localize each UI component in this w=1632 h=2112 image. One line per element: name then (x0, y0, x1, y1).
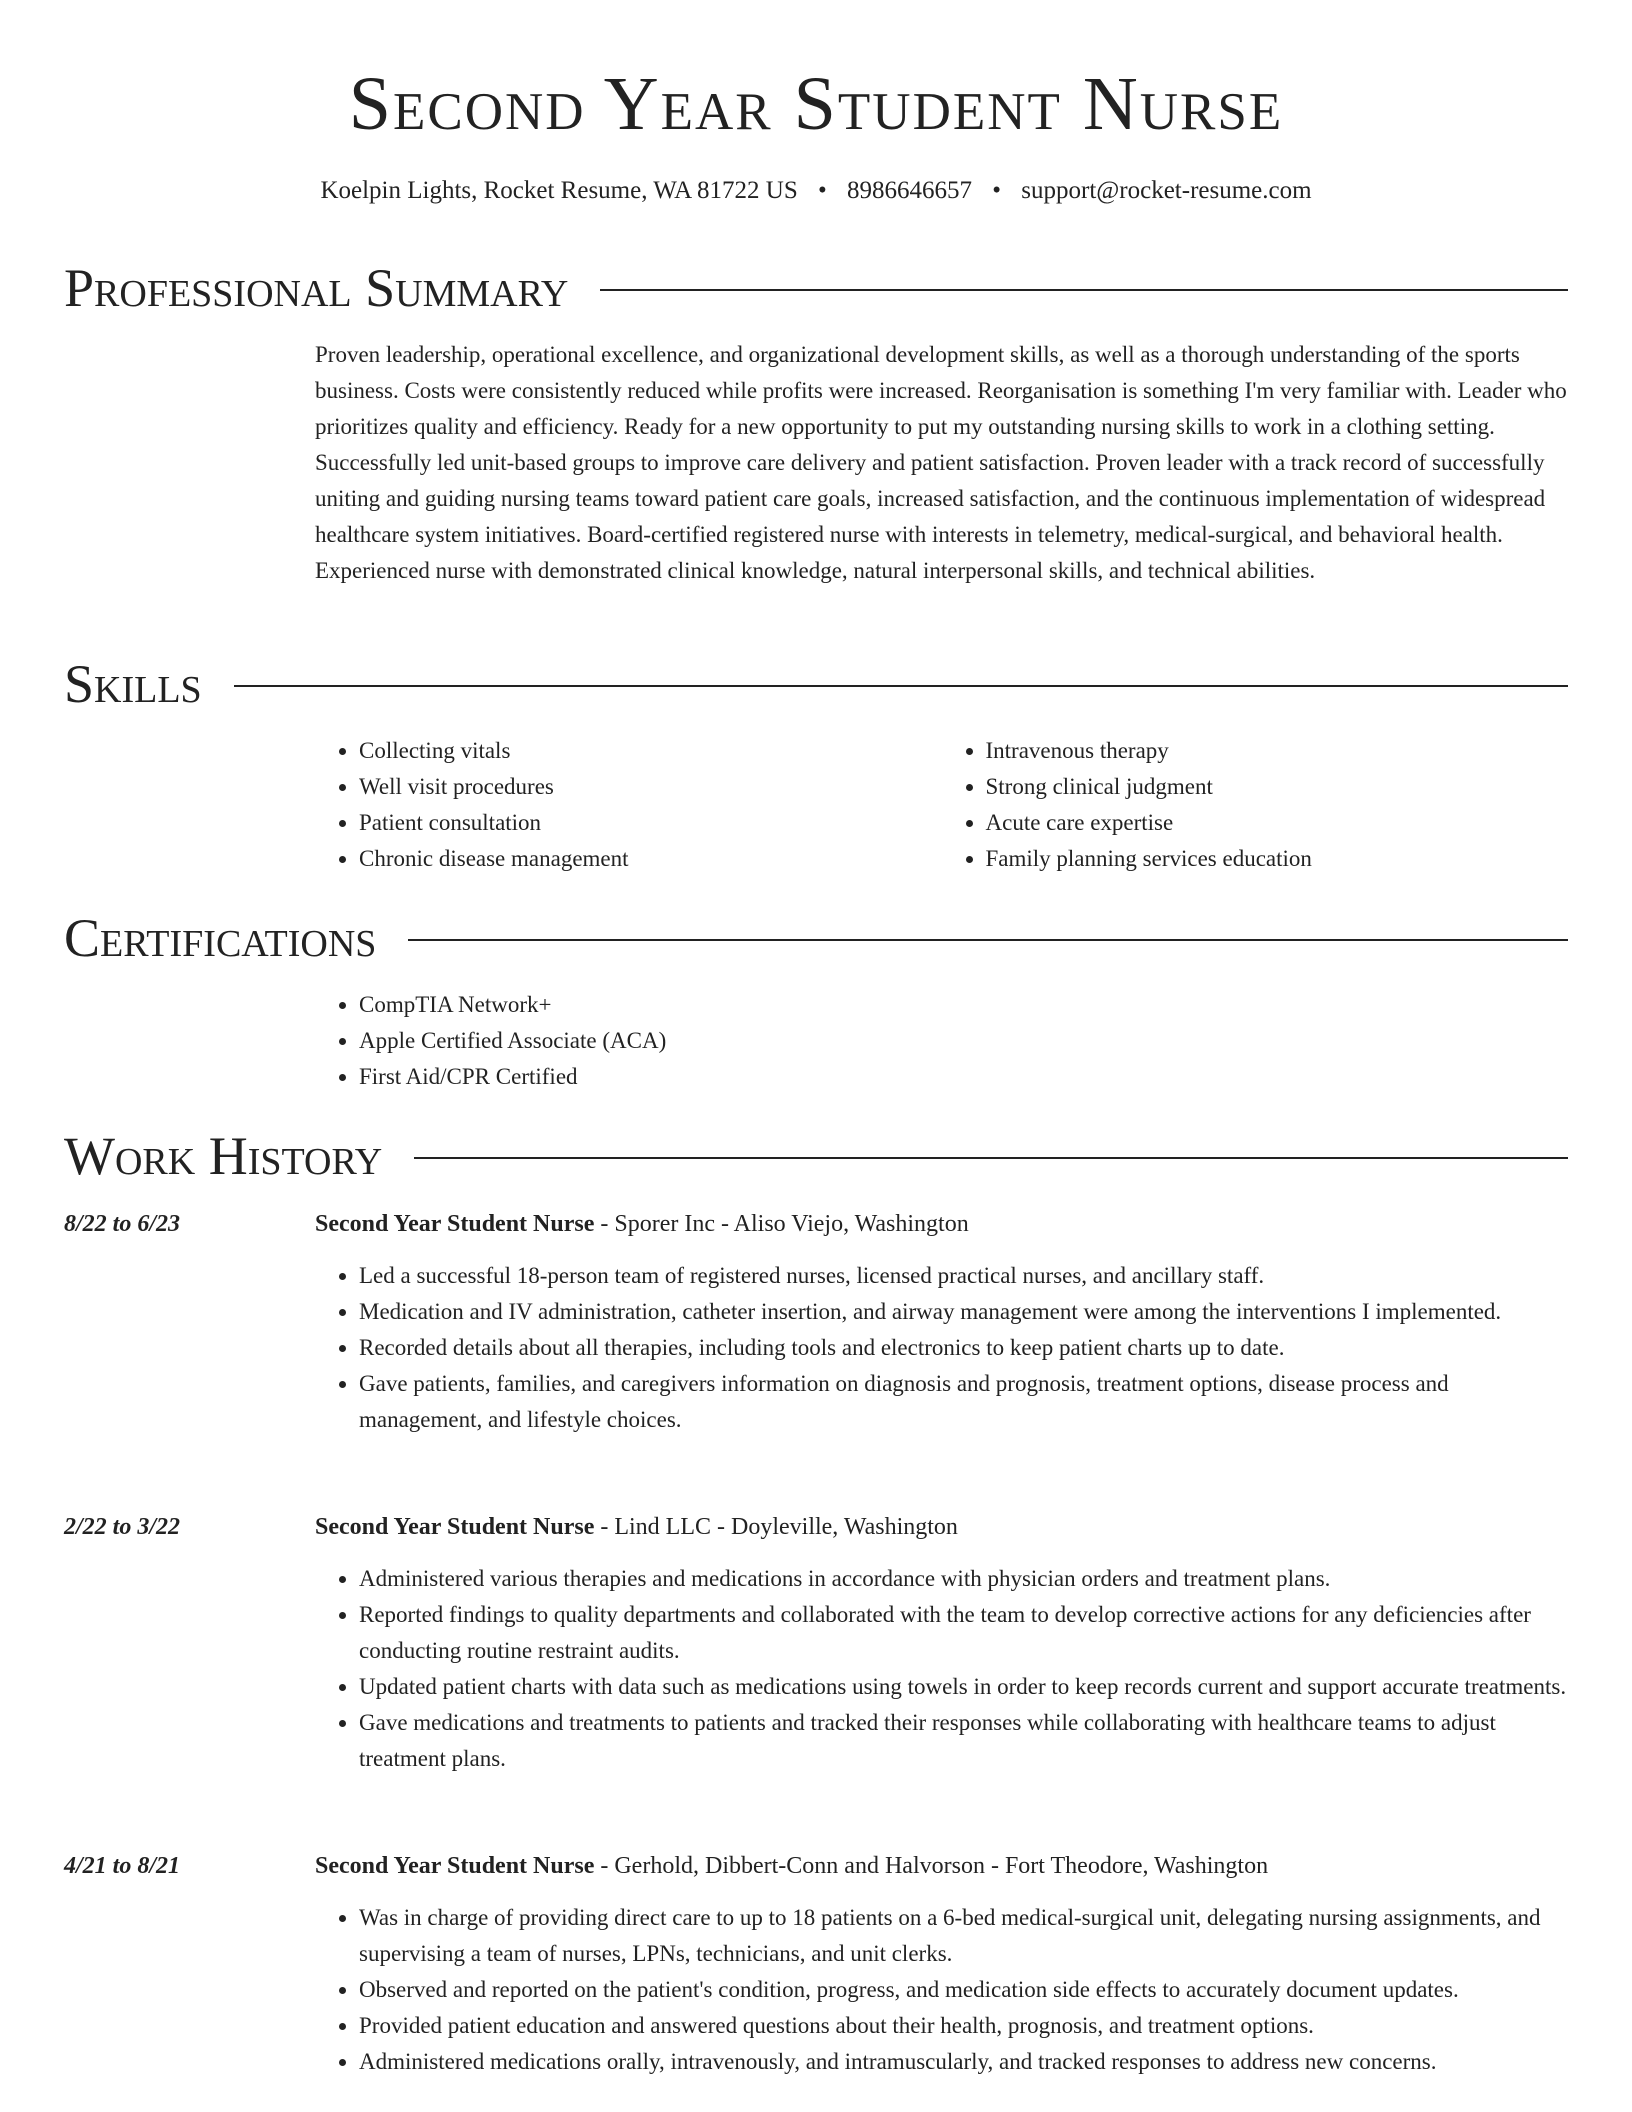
certification-item: • Apple Certified Associate (ACA) (359, 1023, 1568, 1059)
work-section-header (64, 1124, 1568, 1188)
section-divider (414, 1157, 1568, 1159)
job-title: Second Year Student Nurse (315, 1853, 595, 1879)
job-heading (315, 1206, 969, 1242)
job-duty: • Reported findings to quality departments and collaborated with the team to develop corrective actions for any deficiencies after conducting routine restraint audits. (359, 1597, 1568, 1669)
contact-phone: 8986646657 (847, 177, 972, 204)
certifications-body (315, 987, 1568, 1095)
job-company: - Lind LLC - Doyleville, Washington (594, 1514, 958, 1540)
contact-separator: • (817, 177, 827, 204)
job-date: 2/22 to 3/22 (64, 1514, 181, 1540)
job-title: Second Year Student Nurse (315, 1514, 595, 1540)
section-divider (408, 939, 1568, 941)
skill-item: • Intravenous therapy (986, 733, 1569, 769)
skill-item: • Patient consultation (359, 805, 942, 841)
certification-item: • CompTIA Network+ (359, 987, 1568, 1023)
contact-separator: • (992, 177, 1002, 204)
certifications-section-header (64, 906, 1568, 970)
job-duty: • Observed and reported on the patient's condition, progress, and medication side effects to accurately document updates. (359, 1972, 1568, 2008)
job-company: - Gerhold, Dibbert-Conn and Halvorson - Fort Theodore, Washington (594, 1853, 1269, 1879)
job-duty: • Administered medications orally, intravenously, and intramuscularly, and tracked responses to address new concerns. (359, 2044, 1568, 2080)
skill-item: • Strong clinical judgment (986, 769, 1569, 805)
job-duty: • Was in charge of providing direct care to up to 18 patients on a 6-bed medical-surgical unit, delegating nursing assignments, and supervising a team of nurses, LPNs, technicians, and unit clerks. (359, 1900, 1568, 1972)
skills-list-right (942, 733, 1569, 877)
job-duty: • Provided patient education and answered questions about their health, prognosis, and treatment options. (359, 2008, 1568, 2044)
job-duty: • Gave patients, families, and caregivers information on diagnosis and prognosis, treatment options, disease process and management, and lifestyle choices. (359, 1366, 1568, 1438)
section-divider (234, 685, 1568, 687)
job-title: Second Year Student Nurse (315, 1211, 595, 1237)
candidate-name: Second Year Student Nurse (348, 62, 1284, 146)
skills-grid (315, 733, 1568, 877)
job-company: - Sporer Inc - Aliso Viejo, Washington (594, 1211, 969, 1237)
skill-item: • Chronic disease management (359, 841, 942, 877)
section-divider (600, 289, 1568, 291)
skill-item: • Well visit procedures (359, 769, 942, 805)
summary-text: Proven leadership, operational excellence, and organizational development skills, as well as a thorough understanding of the sports business. Costs were consistently reduced while profits were increased. Reorganisation is something I'm very familiar with. Leader who prioritizes quality and efficiency. Ready for a new opportunity to put my outstanding nursing skills to work in a clothing setting. Successfully led unit-based groups to improve care delivery and patient satisfaction. Proven leader with a track record of successfully uniting and guiding nursing teams toward patient care goals, increased satisfaction, and the continuous implementation of widespread healthcare system initiatives. Board-certified registered nurse with interests in telemetry, medical-surgical, and behavioral health. Experienced nurse with demonstrated clinical knowledge, natural interpersonal skills, and technical abilities. (315, 342, 1567, 583)
job-duty: • Medication and IV administration, catheter insertion, and airway management were among the interventions I implemented. (359, 1294, 1568, 1330)
work-title: Work History (64, 1126, 383, 1186)
job-duties (315, 1900, 1568, 2080)
job-date: 4/21 to 8/21 (64, 1853, 181, 1879)
job-heading (315, 1509, 958, 1545)
certifications-list (315, 987, 1568, 1095)
certifications-title: Certifications (64, 908, 377, 968)
summary-title: Professional Summary (64, 258, 569, 318)
skills-title: Skills (64, 654, 202, 714)
job-duty: • Updated patient charts with data such as medications using towels in order to keep records current and support accurate treatments. (359, 1669, 1568, 1705)
summary-body (315, 337, 1568, 589)
job-duties (315, 1258, 1568, 1438)
skills-body (315, 733, 1568, 877)
job-duty: • Administered various therapies and medications in accordance with physician orders and treatment plans. (359, 1561, 1568, 1597)
certification-item: • First Aid/CPR Certified (359, 1059, 1568, 1095)
job-duty: • Led a successful 18-person team of registered nurses, licensed practical nurses, and ancillary staff. (359, 1258, 1568, 1294)
contact-email: support@rocket-resume.com (1021, 177, 1312, 204)
skills-list-left (315, 733, 942, 877)
job-duty: • Recorded details about all therapies, including tools and electronics to keep patient charts up to date. (359, 1330, 1568, 1366)
job-duty: • Gave medications and treatments to patients and tracked their responses while collaborating with healthcare teams to adjust treatment plans. (359, 1705, 1568, 1777)
job-duties (315, 1561, 1568, 1777)
job-date: 8/22 to 6/23 (64, 1211, 181, 1237)
contact-line (64, 174, 1568, 208)
skill-item: • Collecting vitals (359, 733, 942, 769)
skills-section-header (64, 652, 1568, 716)
contact-address: Koelpin Lights, Rocket Resume, WA 81722 US (320, 177, 798, 204)
job-heading (315, 1848, 1268, 1884)
summary-section-header (64, 256, 1568, 320)
skill-item: • Family planning services education (986, 841, 1569, 877)
skill-item: • Acute care expertise (986, 805, 1569, 841)
